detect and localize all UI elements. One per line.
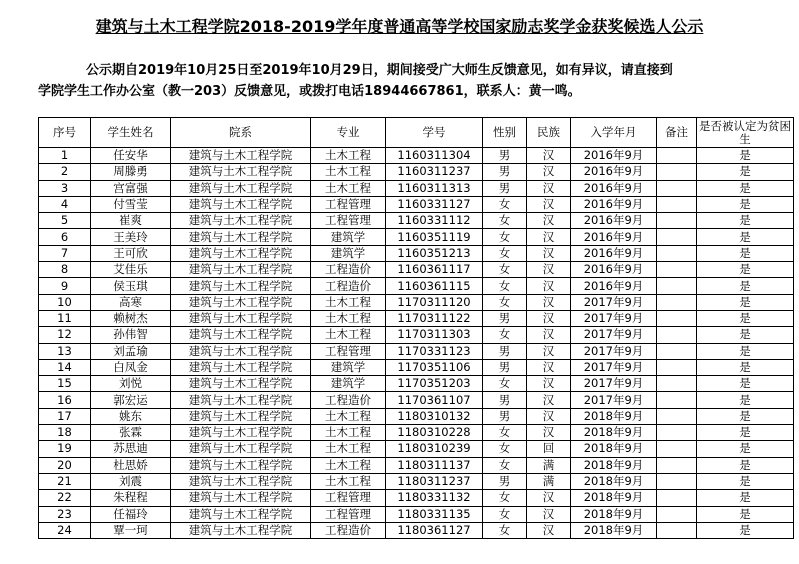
cell-poverty-status: 是 (697, 343, 794, 359)
cell-major: 建筑学 (311, 245, 386, 261)
cell-enrollment: 2018年9月 (571, 457, 657, 473)
cell-enrollment: 2017年9月 (571, 343, 657, 359)
cell-ethnicity: 汉 (527, 148, 571, 164)
cell-ethnicity: 汉 (527, 490, 571, 506)
cell-ethnicity: 回 (527, 441, 571, 457)
cell-poverty-status: 是 (697, 278, 794, 294)
cell-gender: 女 (483, 262, 527, 278)
cell-enrollment: 2017年9月 (571, 310, 657, 326)
cell-major: 土木工程 (311, 425, 386, 441)
cell-remarks (657, 490, 697, 506)
table-row (39, 327, 794, 343)
cell-name: 孙伟智 (91, 327, 171, 343)
candidates-table (38, 117, 794, 539)
cell-name: 王可欣 (91, 245, 171, 261)
cell-gender: 女 (483, 522, 527, 538)
cell-gender: 女 (483, 506, 527, 522)
cell-enrollment: 2017年9月 (571, 359, 657, 375)
cell-poverty-status: 是 (697, 392, 794, 408)
cell-ethnicity: 汉 (527, 229, 571, 245)
table-row (39, 522, 794, 538)
cell-index: 22 (39, 490, 91, 506)
cell-major: 工程管理 (311, 196, 386, 212)
cell-major: 建筑学 (311, 376, 386, 392)
cell-remarks (657, 148, 697, 164)
cell-gender: 男 (483, 164, 527, 180)
cell-index: 24 (39, 522, 91, 538)
cell-major: 土木工程 (311, 180, 386, 196)
cell-major: 工程管理 (311, 343, 386, 359)
cell-remarks (657, 164, 697, 180)
cell-enrollment: 2018年9月 (571, 506, 657, 522)
cell-major: 工程造价 (311, 392, 386, 408)
header-enrollment: 入学年月 (571, 118, 657, 148)
cell-ethnicity: 汉 (527, 425, 571, 441)
cell-ethnicity: 汉 (527, 164, 571, 180)
cell-name: 刘震 (91, 473, 171, 489)
cell-department: 建筑与土木工程学院 (171, 408, 311, 424)
table-row (39, 376, 794, 392)
cell-ethnicity: 汉 (527, 343, 571, 359)
cell-ethnicity: 汉 (527, 245, 571, 261)
cell-poverty-status: 是 (697, 522, 794, 538)
cell-index: 1 (39, 148, 91, 164)
cell-index: 21 (39, 473, 91, 489)
title-text: 建筑与土木工程学院2018-2019学年度普通高等学校国家励志奖学金获奖候选人公示 (95, 17, 704, 36)
cell-enrollment: 2018年9月 (571, 490, 657, 506)
table-row (39, 148, 794, 164)
cell-gender: 女 (483, 196, 527, 212)
header-name: 学生姓名 (91, 118, 171, 148)
cell-remarks (657, 522, 697, 538)
cell-index: 2 (39, 164, 91, 180)
cell-poverty-status: 是 (697, 457, 794, 473)
cell-gender: 女 (483, 229, 527, 245)
cell-enrollment: 2016年9月 (571, 196, 657, 212)
cell-name: 王美玲 (91, 229, 171, 245)
cell-department: 建筑与土木工程学院 (171, 294, 311, 310)
cell-enrollment: 2017年9月 (571, 392, 657, 408)
table-row (39, 441, 794, 457)
cell-index: 7 (39, 245, 91, 261)
cell-enrollment: 2016年9月 (571, 148, 657, 164)
cell-ethnicity: 满 (527, 473, 571, 489)
cell-gender: 女 (483, 294, 527, 310)
table-row (39, 180, 794, 196)
cell-name: 任安华 (91, 148, 171, 164)
cell-ethnicity: 汉 (527, 392, 571, 408)
table-row (39, 294, 794, 310)
cell-major: 建筑学 (311, 229, 386, 245)
cell-poverty-status: 是 (697, 180, 794, 196)
cell-enrollment: 2016年9月 (571, 229, 657, 245)
cell-poverty-status: 是 (697, 148, 794, 164)
cell-name: 覃一珂 (91, 522, 171, 538)
cell-remarks (657, 180, 697, 196)
notice-paragraph (38, 60, 773, 102)
cell-student-id: 1180310228 (386, 425, 483, 441)
cell-index: 13 (39, 343, 91, 359)
cell-name: 苏思迪 (91, 441, 171, 457)
cell-enrollment: 2018年9月 (571, 473, 657, 489)
header-student-id: 学号 (386, 118, 483, 148)
cell-index: 17 (39, 408, 91, 424)
cell-student-id: 1180311137 (386, 457, 483, 473)
cell-poverty-status: 是 (697, 425, 794, 441)
cell-student-id: 1170311303 (386, 327, 483, 343)
cell-major: 土木工程 (311, 310, 386, 326)
cell-remarks (657, 294, 697, 310)
cell-gender: 男 (483, 180, 527, 196)
cell-name: 郭宏运 (91, 392, 171, 408)
cell-major: 土木工程 (311, 164, 386, 180)
header-department: 院系 (171, 118, 311, 148)
cell-major: 建筑学 (311, 359, 386, 375)
cell-index: 6 (39, 229, 91, 245)
cell-ethnicity: 汉 (527, 278, 571, 294)
cell-department: 建筑与土木工程学院 (171, 425, 311, 441)
cell-index: 15 (39, 376, 91, 392)
cell-enrollment: 2018年9月 (571, 425, 657, 441)
cell-department: 建筑与土木工程学院 (171, 180, 311, 196)
cell-enrollment: 2016年9月 (571, 245, 657, 261)
cell-student-id: 1180361127 (386, 522, 483, 538)
cell-remarks (657, 196, 697, 212)
cell-remarks (657, 506, 697, 522)
cell-major: 土木工程 (311, 327, 386, 343)
cell-name: 周滕勇 (91, 164, 171, 180)
table-row (39, 310, 794, 326)
cell-index: 4 (39, 196, 91, 212)
cell-poverty-status: 是 (697, 359, 794, 375)
cell-gender: 女 (483, 213, 527, 229)
cell-major: 土木工程 (311, 408, 386, 424)
cell-remarks (657, 392, 697, 408)
cell-student-id: 1180311237 (386, 473, 483, 489)
cell-poverty-status: 是 (697, 294, 794, 310)
cell-poverty-status: 是 (697, 376, 794, 392)
cell-major: 工程管理 (311, 506, 386, 522)
cell-name: 任福玲 (91, 506, 171, 522)
cell-remarks (657, 278, 697, 294)
cell-student-id: 1160361115 (386, 278, 483, 294)
cell-name: 张霖 (91, 425, 171, 441)
cell-gender: 女 (483, 425, 527, 441)
cell-remarks (657, 229, 697, 245)
cell-student-id: 1180310239 (386, 441, 483, 457)
cell-remarks (657, 359, 697, 375)
cell-index: 9 (39, 278, 91, 294)
cell-index: 3 (39, 180, 91, 196)
cell-name: 付雪莹 (91, 196, 171, 212)
header-gender: 性别 (483, 118, 527, 148)
cell-student-id: 1160331112 (386, 213, 483, 229)
cell-enrollment: 2016年9月 (571, 262, 657, 278)
cell-department: 建筑与土木工程学院 (171, 262, 311, 278)
cell-gender: 男 (483, 359, 527, 375)
cell-gender: 男 (483, 473, 527, 489)
cell-department: 建筑与土木工程学院 (171, 278, 311, 294)
cell-student-id: 1160311304 (386, 148, 483, 164)
cell-remarks (657, 441, 697, 457)
cell-poverty-status: 是 (697, 196, 794, 212)
cell-major: 土木工程 (311, 148, 386, 164)
cell-student-id: 1160331127 (386, 196, 483, 212)
cell-remarks (657, 213, 697, 229)
cell-index: 18 (39, 425, 91, 441)
table-body (39, 148, 794, 539)
cell-index: 19 (39, 441, 91, 457)
table-row (39, 359, 794, 375)
cell-ethnicity: 汉 (527, 310, 571, 326)
cell-name: 宫富强 (91, 180, 171, 196)
cell-index: 12 (39, 327, 91, 343)
cell-student-id: 1160311237 (386, 164, 483, 180)
cell-student-id: 1170351203 (386, 376, 483, 392)
cell-index: 14 (39, 359, 91, 375)
notice-line-1: 公示期自2019年10月25日至2019年10月29日，期间接受广大师生反馈意见，如有异议，请直接到 (86, 63, 673, 78)
cell-department: 建筑与土木工程学院 (171, 441, 311, 457)
cell-department: 建筑与土木工程学院 (171, 473, 311, 489)
cell-name: 杜思娇 (91, 457, 171, 473)
cell-remarks (657, 262, 697, 278)
cell-department: 建筑与土木工程学院 (171, 310, 311, 326)
cell-student-id: 1170331123 (386, 343, 483, 359)
table-row (39, 425, 794, 441)
cell-name: 侯玉琪 (91, 278, 171, 294)
cell-department: 建筑与土木工程学院 (171, 245, 311, 261)
cell-ethnicity: 汉 (527, 180, 571, 196)
cell-department: 建筑与土木工程学院 (171, 359, 311, 375)
cell-remarks (657, 408, 697, 424)
table-row (39, 343, 794, 359)
table-row (39, 213, 794, 229)
cell-student-id: 1170311120 (386, 294, 483, 310)
cell-ethnicity: 汉 (527, 327, 571, 343)
cell-student-id: 1170351106 (386, 359, 483, 375)
cell-major: 土木工程 (311, 294, 386, 310)
cell-remarks (657, 473, 697, 489)
cell-name: 白凤金 (91, 359, 171, 375)
cell-student-id: 1180310132 (386, 408, 483, 424)
header-remarks: 备注 (657, 118, 697, 148)
cell-ethnicity: 汉 (527, 359, 571, 375)
cell-major: 工程造价 (311, 522, 386, 538)
cell-poverty-status: 是 (697, 441, 794, 457)
cell-gender: 男 (483, 392, 527, 408)
cell-gender: 女 (483, 457, 527, 473)
table-row (39, 457, 794, 473)
cell-poverty-status: 是 (697, 164, 794, 180)
cell-remarks (657, 327, 697, 343)
cell-enrollment: 2018年9月 (571, 522, 657, 538)
cell-name: 赖树杰 (91, 310, 171, 326)
cell-major: 土木工程 (311, 441, 386, 457)
table-row (39, 245, 794, 261)
cell-student-id: 1180331132 (386, 490, 483, 506)
cell-student-id: 1170361107 (386, 392, 483, 408)
cell-remarks (657, 425, 697, 441)
table-row (39, 262, 794, 278)
cell-department: 建筑与土木工程学院 (171, 506, 311, 522)
cell-department: 建筑与土木工程学院 (171, 213, 311, 229)
cell-gender: 男 (483, 408, 527, 424)
cell-department: 建筑与土木工程学院 (171, 164, 311, 180)
cell-department: 建筑与土木工程学院 (171, 392, 311, 408)
cell-student-id: 1160311313 (386, 180, 483, 196)
cell-ethnicity: 满 (527, 457, 571, 473)
cell-index: 5 (39, 213, 91, 229)
cell-department: 建筑与土木工程学院 (171, 376, 311, 392)
cell-ethnicity: 汉 (527, 376, 571, 392)
cell-poverty-status: 是 (697, 310, 794, 326)
cell-student-id: 1160351213 (386, 245, 483, 261)
header-major: 专业 (311, 118, 386, 148)
cell-name: 朱程程 (91, 490, 171, 506)
table-row (39, 490, 794, 506)
cell-name: 崔爽 (91, 213, 171, 229)
cell-gender: 女 (483, 327, 527, 343)
cell-gender: 男 (483, 148, 527, 164)
cell-poverty-status: 是 (697, 262, 794, 278)
table-header-row (39, 118, 794, 148)
cell-department: 建筑与土木工程学院 (171, 229, 311, 245)
table-row (39, 473, 794, 489)
cell-ethnicity: 汉 (527, 522, 571, 538)
cell-ethnicity: 汉 (527, 196, 571, 212)
table-row (39, 229, 794, 245)
table-row (39, 164, 794, 180)
cell-gender: 女 (483, 245, 527, 261)
cell-index: 8 (39, 262, 91, 278)
cell-index: 20 (39, 457, 91, 473)
cell-ethnicity: 汉 (527, 294, 571, 310)
cell-gender: 男 (483, 343, 527, 359)
cell-name: 艾佳乐 (91, 262, 171, 278)
cell-department: 建筑与土木工程学院 (171, 327, 311, 343)
cell-remarks (657, 457, 697, 473)
cell-name: 刘悦 (91, 376, 171, 392)
cell-student-id: 1160361117 (386, 262, 483, 278)
cell-poverty-status: 是 (697, 408, 794, 424)
table-row (39, 408, 794, 424)
cell-gender: 男 (483, 310, 527, 326)
cell-poverty-status: 是 (697, 245, 794, 261)
cell-department: 建筑与土木工程学院 (171, 457, 311, 473)
cell-major: 工程管理 (311, 213, 386, 229)
cell-enrollment: 2016年9月 (571, 180, 657, 196)
cell-major: 工程造价 (311, 278, 386, 294)
cell-department: 建筑与土木工程学院 (171, 148, 311, 164)
cell-remarks (657, 343, 697, 359)
cell-index: 11 (39, 310, 91, 326)
cell-student-id: 1180331135 (386, 506, 483, 522)
cell-major: 工程管理 (311, 490, 386, 506)
cell-enrollment: 2017年9月 (571, 376, 657, 392)
cell-major: 工程造价 (311, 262, 386, 278)
cell-index: 16 (39, 392, 91, 408)
notice-line-2: 学院学生工作办公室（教一203）反馈意见，或拨打电话18944667861，联系人：黄一鸣。 (38, 84, 581, 99)
table-row (39, 506, 794, 522)
cell-enrollment: 2018年9月 (571, 441, 657, 457)
cell-enrollment: 2017年9月 (571, 294, 657, 310)
table-row (39, 278, 794, 294)
cell-poverty-status: 是 (697, 490, 794, 506)
table-row (39, 196, 794, 212)
cell-poverty-status: 是 (697, 327, 794, 343)
cell-enrollment: 2016年9月 (571, 278, 657, 294)
cell-poverty-status: 是 (697, 506, 794, 522)
cell-ethnicity: 汉 (527, 408, 571, 424)
cell-poverty-status: 是 (697, 229, 794, 245)
cell-name: 刘孟瑜 (91, 343, 171, 359)
cell-department: 建筑与土木工程学院 (171, 522, 311, 538)
cell-major: 土木工程 (311, 457, 386, 473)
cell-enrollment: 2018年9月 (571, 408, 657, 424)
cell-enrollment: 2017年9月 (571, 327, 657, 343)
cell-student-id: 1160351119 (386, 229, 483, 245)
cell-enrollment: 2016年9月 (571, 213, 657, 229)
cell-ethnicity: 汉 (527, 262, 571, 278)
cell-remarks (657, 245, 697, 261)
cell-index: 10 (39, 294, 91, 310)
cell-gender: 女 (483, 490, 527, 506)
document-title (0, 14, 799, 37)
table-row (39, 392, 794, 408)
cell-major: 土木工程 (311, 473, 386, 489)
cell-poverty-status: 是 (697, 213, 794, 229)
cell-gender: 女 (483, 278, 527, 294)
cell-department: 建筑与土木工程学院 (171, 490, 311, 506)
header-index: 序号 (39, 118, 91, 148)
cell-name: 姚东 (91, 408, 171, 424)
cell-remarks (657, 376, 697, 392)
cell-department: 建筑与土木工程学院 (171, 343, 311, 359)
cell-index: 23 (39, 506, 91, 522)
cell-ethnicity: 汉 (527, 213, 571, 229)
cell-poverty-status: 是 (697, 473, 794, 489)
header-poverty-status: 是否被认定为贫困生 (697, 118, 794, 148)
cell-name: 高寒 (91, 294, 171, 310)
cell-enrollment: 2016年9月 (571, 164, 657, 180)
cell-department: 建筑与土木工程学院 (171, 196, 311, 212)
cell-student-id: 1170311122 (386, 310, 483, 326)
cell-gender: 女 (483, 376, 527, 392)
header-ethnicity: 民族 (527, 118, 571, 148)
cell-gender: 女 (483, 441, 527, 457)
cell-ethnicity: 汉 (527, 506, 571, 522)
cell-remarks (657, 310, 697, 326)
